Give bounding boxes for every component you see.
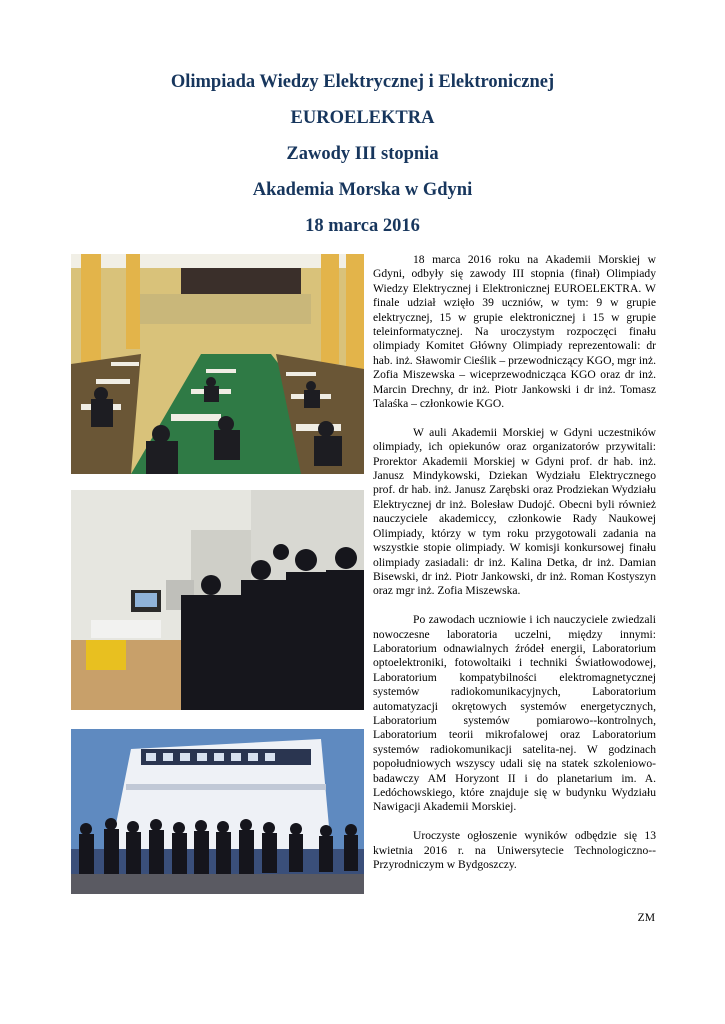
- paragraph-4: Uroczyste ogłoszenie wyników odbędzie się 13 kwietnia 2016 r. na Uniwersytecie Technologiczno--Przyrodniczym w Bydgoszczy.: [373, 829, 656, 872]
- article-body: [373, 253, 656, 887]
- laboratory-photo: [71, 490, 364, 710]
- paragraph-2: W auli Akademii Morskiej w Gdyni uczestników olimpiady, ich opiekunów oraz organizatorów przywitali: Prorektor Akademii Morskiej w Gdyni prof. dr hab. inż. Janusz Mindykowski, Dziekan Wydziału Elektrycznego prof. dr hab. inż. Janusz Zarębski oraz Prodziekan Wydziału Elektrycznej dr inż. Bolesław Dudojć. Obecni byli również nauczyciele akademiccy, członkowie Rady Naukowej Olimpiady, którzy w tym roku przygotowali zadania na wszystkie stopie olimpiady. W komisji konkursowej finału olimpiady zasiadali: dr inż. Kalina Detka, dr inż. Damian Bisewski, dr inż. Piotr Jankowski, dr inż. Roman Kostyszyn oraz mgr inż. Zofia Miszewska.: [373, 425, 656, 598]
- title-line-5: 18 marca 2016: [305, 216, 420, 236]
- exam-hall-photo: [71, 254, 364, 474]
- paragraph-1: 18 marca 2016 roku na Akademii Morskiej w Gdyni, odbyły się zawody III stopnia (finał) Olimpiady Wiedzy Elektrycznej i Elektronicznej EUROELEKTRA. W finale udział wzięło 39 uczniów, w tym: 9 w grupie elektrycznej, 15 w grupie elektronicznej i 15 w grupie teleinformatycznej. Na uroczystym rozpoczęci finału olimpiady Komitet Główny Olimpiady reprezentowali: dr hab. inż. Sławomir Cieślik – przewodniczący KGO, mgr inż. Zofia Miszewska – wiceprzewodnicząca KGO oraz dr inż. Marcin Drechny, dr inż. Piotr Jankowski i dr inż. Tomasz Talaśka – członkowie KGO.: [373, 253, 656, 411]
- title-line-4: Akademia Morska w Gdyni: [252, 180, 473, 200]
- ship-photo: [71, 729, 364, 894]
- paragraph-3: Po zawodach uczniowie i ich nauczyciele zwiedzali nowoczesne laboratoria uczelni, między innymi: Laboratorium odnawialnych źródeł energii, Laboratorium optoelektroniki, fotowoltaiki i techniki Światłowodowej, Laboratorium kompatybilności elektromagnetycznej systemów radiokomunikacyjnych, Laboratorium automatyzacji okrętowych systemów energetycznych, Laboratorium systemów pomiarowo--kontrolnych, Laboratorium teorii mikrofalowej oraz Laboratorium systemów radiokomunikacji satelita-nej. W godzinach popołudniowych wszyscy udali się na statek szkoleniowo-badawczy AM Horyzont II i do planetarium im. A. Ledóchowskiego, które znajduje się w budynku Wydziału Nawigacji Akademii Morskiej.: [373, 613, 656, 814]
- title-line-3: Zawody III stopnia: [286, 144, 439, 164]
- author-signature: ZM: [637, 911, 655, 924]
- title-line-2: EUROELEKTRA: [290, 108, 435, 128]
- title-line-1: Olimpiada Wiedzy Elektrycznej i Elektronicznej: [170, 72, 555, 92]
- document-title: [0, 64, 725, 244]
